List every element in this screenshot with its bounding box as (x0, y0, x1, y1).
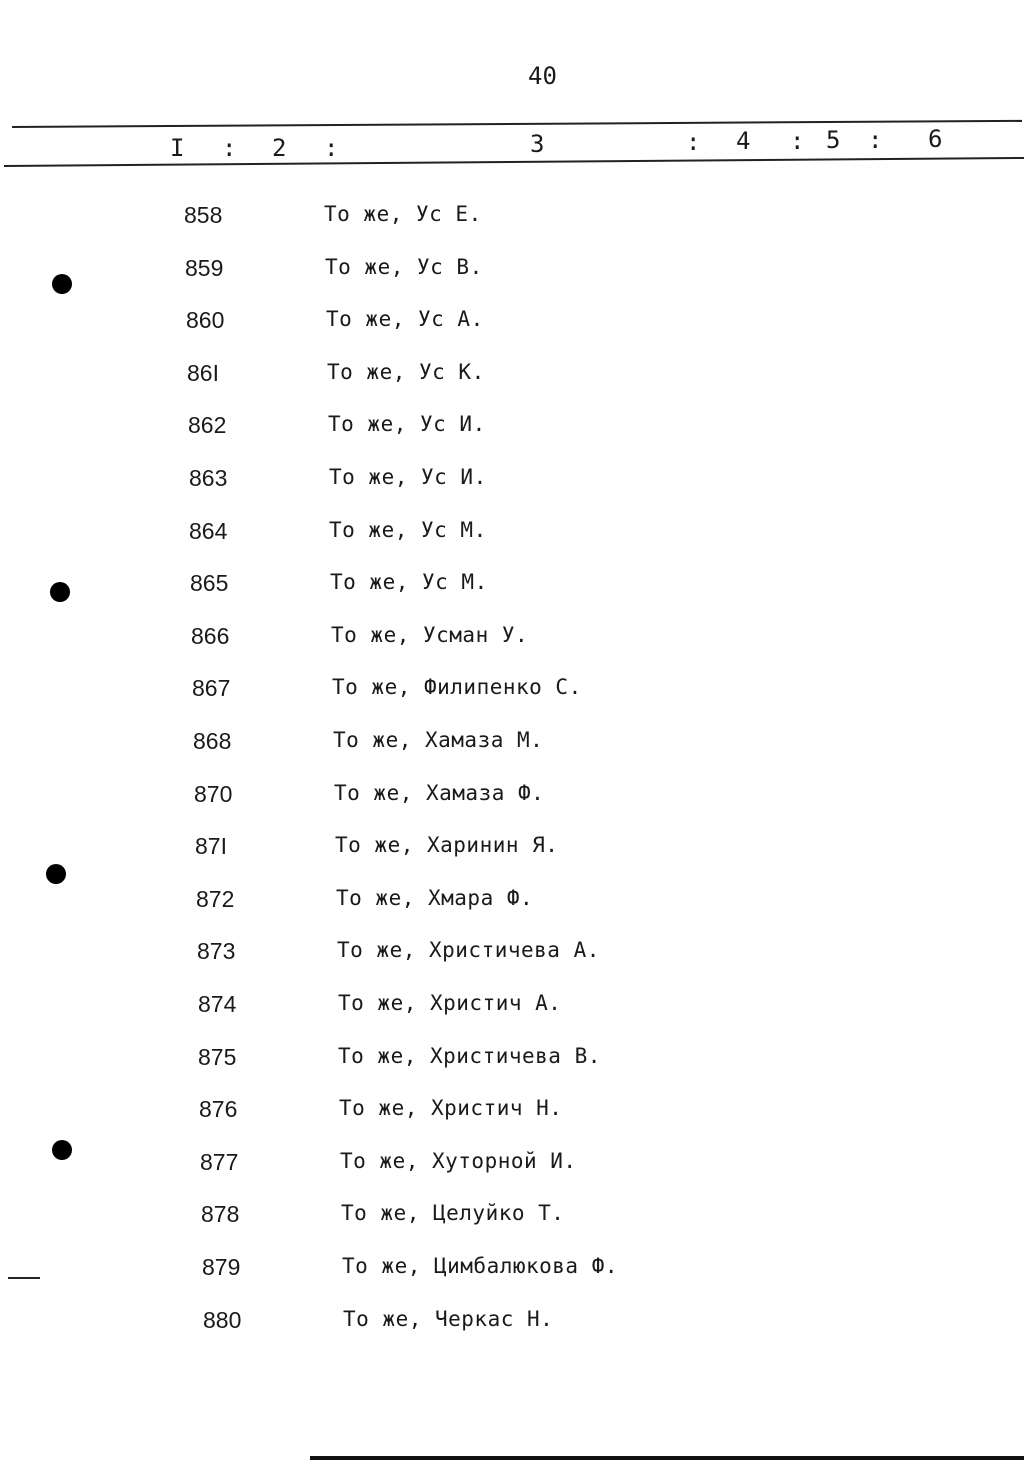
header-col-6: 6 (928, 125, 943, 153)
header-col-5: 5 (826, 126, 841, 154)
header-separator: : (868, 126, 883, 154)
record-number: 866 (191, 623, 230, 649)
margin-mark (8, 1277, 40, 1279)
header-col-2: 2 (272, 134, 287, 162)
record-description: То же, Хамаза Ф. (334, 781, 545, 805)
record-number: 859 (185, 255, 224, 281)
record-description: То же, Цимбалюкова Ф. (342, 1254, 619, 1278)
record-number: 872 (196, 886, 235, 912)
record-number: 863 (189, 465, 228, 491)
record-number: 864 (189, 518, 228, 544)
header-separator: : (686, 128, 701, 156)
header-col-1: I (170, 134, 185, 162)
record-description: То же, Хуторной И. (340, 1149, 577, 1173)
punch-hole (50, 582, 70, 602)
record-description: То же, Ус К. (327, 360, 485, 384)
record-number: 875 (198, 1044, 237, 1070)
record-description: То же, Ус М. (330, 570, 488, 594)
record-description: То же, Ус М. (329, 518, 487, 542)
record-description: То же, Усман У. (331, 623, 529, 647)
record-description: То же, Ус И. (329, 465, 487, 489)
record-description: То же, Харинин Я. (335, 833, 559, 857)
page-number: 40 (528, 62, 557, 90)
record-number: 876 (199, 1096, 238, 1122)
record-description: То же, Хамаза М. (333, 728, 544, 752)
header-col-4: 4 (736, 127, 751, 155)
record-number: 86I (187, 360, 219, 386)
header-col-3: 3 (530, 130, 545, 158)
header-separator: : (324, 134, 339, 162)
record-description: То же, Ус Е. (324, 202, 482, 226)
record-description: То же, Христич А. (338, 991, 562, 1015)
record-description: То же, Ус В. (325, 255, 483, 279)
record-number: 873 (197, 938, 236, 964)
record-number: 868 (193, 728, 232, 754)
header-separator: : (790, 127, 805, 155)
record-number: 865 (190, 570, 229, 596)
record-description: То же, Христич Н. (339, 1096, 563, 1120)
record-description: То же, Христичева В. (338, 1044, 601, 1068)
record-number: 860 (186, 307, 225, 333)
record-description: То же, Филипенко С. (332, 675, 582, 699)
record-number: 880 (203, 1307, 242, 1333)
record-number: 877 (200, 1149, 239, 1175)
table-header-rule (4, 157, 1024, 167)
record-number: 858 (184, 202, 223, 228)
record-number: 879 (202, 1254, 241, 1280)
record-number: 862 (188, 412, 227, 438)
punch-hole (52, 1140, 72, 1160)
record-description: То же, Христичева А. (337, 938, 600, 962)
record-number: 870 (194, 781, 233, 807)
punch-hole (46, 864, 66, 884)
record-number: 874 (198, 991, 237, 1017)
record-number: 867 (192, 675, 231, 701)
header-separator: : (222, 134, 237, 162)
table-bottom-rule (310, 1456, 1024, 1460)
record-description: То же, Хмара Ф. (336, 886, 534, 910)
record-description: То же, Ус И. (328, 412, 486, 436)
record-description: То же, Целуйко Т. (341, 1201, 565, 1225)
record-number: 878 (201, 1201, 240, 1227)
record-number: 87I (195, 833, 227, 859)
record-description: То же, Ус А. (326, 307, 484, 331)
punch-hole (52, 274, 72, 294)
record-description: То же, Черкас Н. (343, 1307, 554, 1331)
